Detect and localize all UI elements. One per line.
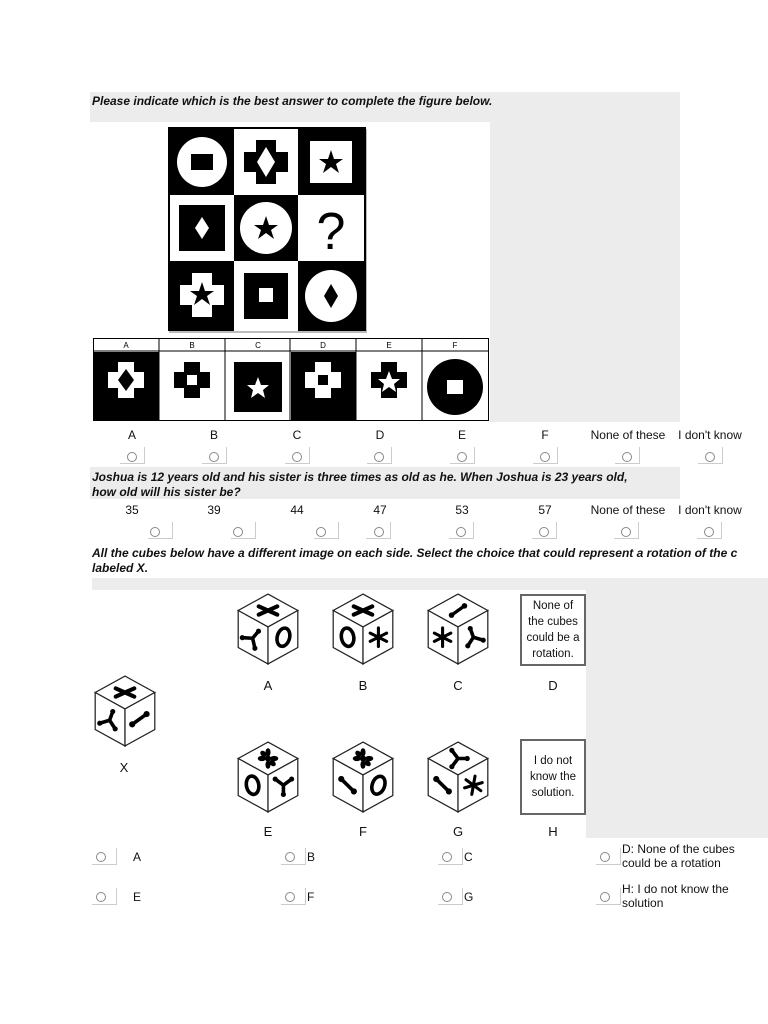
matrix-cell-2-2 — [234, 195, 298, 261]
q3-answer-c: C — [464, 850, 473, 864]
q2-radio-44[interactable] — [316, 527, 326, 537]
matrix-cell-2-3 — [298, 195, 364, 261]
question3-prompt-line1: All the cubes below have a different image on each side. Select the choice that could represent a rotation of the c — [92, 546, 738, 560]
cube-e — [236, 740, 300, 814]
choice-header-f: F — [452, 341, 458, 350]
q2-option-label-53: 53 — [455, 503, 469, 517]
q3-answer-h: H: I do not know the solution — [622, 882, 729, 910]
matrix-cell-1-1 — [170, 129, 234, 195]
q1-radio-c[interactable] — [292, 452, 302, 462]
cube-option-h-box: I do not know the solution. — [520, 739, 586, 815]
cube-d-label: D — [548, 678, 558, 693]
q2-radio-35[interactable] — [150, 527, 160, 537]
q1-radio-a[interactable] — [127, 452, 137, 462]
q3-radio-f[interactable] — [285, 892, 295, 902]
answer-choices-strip — [93, 338, 489, 422]
q3-answer-a: A — [133, 850, 142, 864]
q1-option-label-f: F — [541, 428, 549, 442]
cube-f — [331, 740, 395, 814]
cube-g-label: G — [452, 824, 464, 839]
q2-radio-39[interactable] — [233, 527, 243, 537]
cube-e-label: E — [263, 824, 273, 839]
choice-figure-c — [234, 362, 282, 412]
choice-header-c: C — [255, 341, 261, 350]
cube-x — [93, 674, 157, 748]
q3-answer-e: E — [133, 890, 142, 904]
pattern-matrix — [165, 125, 371, 335]
cube-x-label: X — [119, 760, 129, 775]
choice-header-d: D — [320, 341, 326, 350]
q1-radio-e[interactable] — [457, 452, 467, 462]
q1-option-label-none: None of these — [590, 428, 666, 442]
cube-a — [236, 592, 300, 666]
q1-option-label-c: C — [292, 428, 302, 442]
q1-option-label-e: E — [457, 428, 466, 442]
q2-option-label-39: 39 — [207, 503, 221, 517]
q1-radio-b[interactable] — [209, 452, 219, 462]
matrix-cell-3-1 — [170, 261, 234, 331]
choice-header-a: A — [123, 341, 129, 350]
choice-header-e: E — [386, 341, 392, 350]
cube-a-label: A — [263, 678, 273, 693]
q3-radio-a[interactable] — [96, 852, 106, 862]
q2-radio-47[interactable] — [374, 527, 384, 537]
q3-answer-f: F — [307, 890, 315, 904]
choice-figure-d — [291, 352, 356, 420]
cube-c-label: C — [453, 678, 463, 693]
q3-radio-c[interactable] — [442, 852, 452, 862]
question2-prompt-line1: Joshua is 12 years old and his sister is three times as old as he. When Joshua is 23 years old, — [92, 470, 628, 484]
choice-header-b: B — [189, 341, 195, 350]
q2-option-label-44: 44 — [290, 503, 304, 517]
q1-radio-f[interactable] — [540, 452, 550, 462]
q1-option-label-d: D — [375, 428, 385, 442]
q3-answer-b: B — [307, 850, 316, 864]
q2-option-label-none: None of these — [590, 503, 666, 517]
question3-prompt-line2: labeled X. — [92, 561, 149, 575]
q2-radio-53[interactable] — [456, 527, 466, 537]
q3-radio-e[interactable] — [96, 892, 106, 902]
cube-f-label: F — [359, 824, 367, 839]
q3-radio-h[interactable] — [600, 892, 610, 902]
q3-answer-d: D: None of the cubes could be a rotation — [622, 842, 735, 870]
q3-answer-g: G — [464, 890, 474, 904]
q2-option-label-dont-know: I don't know — [678, 503, 742, 517]
q3-radio-d[interactable] — [600, 852, 610, 862]
q1-radio-dont-know[interactable] — [705, 452, 715, 462]
matrix-cell-1-3 — [298, 129, 364, 195]
choice-figure-f — [427, 359, 483, 415]
q1-option-label-b: B — [209, 428, 218, 442]
cube-c — [426, 592, 490, 666]
q2-radio-57[interactable] — [539, 527, 549, 537]
q1-option-label-a: A — [127, 428, 136, 442]
cube-h-label: H — [548, 824, 558, 839]
q2-option-label-57: 57 — [538, 503, 552, 517]
question1-prompt: Please indicate which is the best answer to complete the figure below. — [92, 94, 493, 108]
q2-radio-dont-know[interactable] — [704, 527, 714, 537]
matrix-cell-2-1 — [170, 195, 234, 261]
cube-b-label: B — [358, 678, 368, 693]
cube-g — [426, 740, 490, 814]
matrix-cell-3-3 — [298, 261, 364, 331]
q2-radio-none[interactable] — [621, 527, 631, 537]
q3-radio-g[interactable] — [442, 892, 452, 902]
cube-b — [331, 592, 395, 666]
q1-radio-none[interactable] — [622, 452, 632, 462]
choice-figure-a — [94, 352, 159, 420]
matrix-cell-1-2 — [234, 129, 298, 195]
cube-option-d-box: None of the cubes could be a rotation. — [520, 594, 586, 666]
question2-prompt-line2: how old will his sister be? — [92, 485, 241, 499]
question-mark: ? — [316, 203, 346, 261]
matrix-cell-3-2 — [234, 261, 298, 331]
q1-option-label-dont-know: I don't know — [678, 428, 742, 442]
q1-radio-d[interactable] — [374, 452, 384, 462]
q2-option-label-35: 35 — [125, 503, 139, 517]
q2-option-label-47: 47 — [373, 503, 387, 517]
q3-radio-b[interactable] — [285, 852, 295, 862]
